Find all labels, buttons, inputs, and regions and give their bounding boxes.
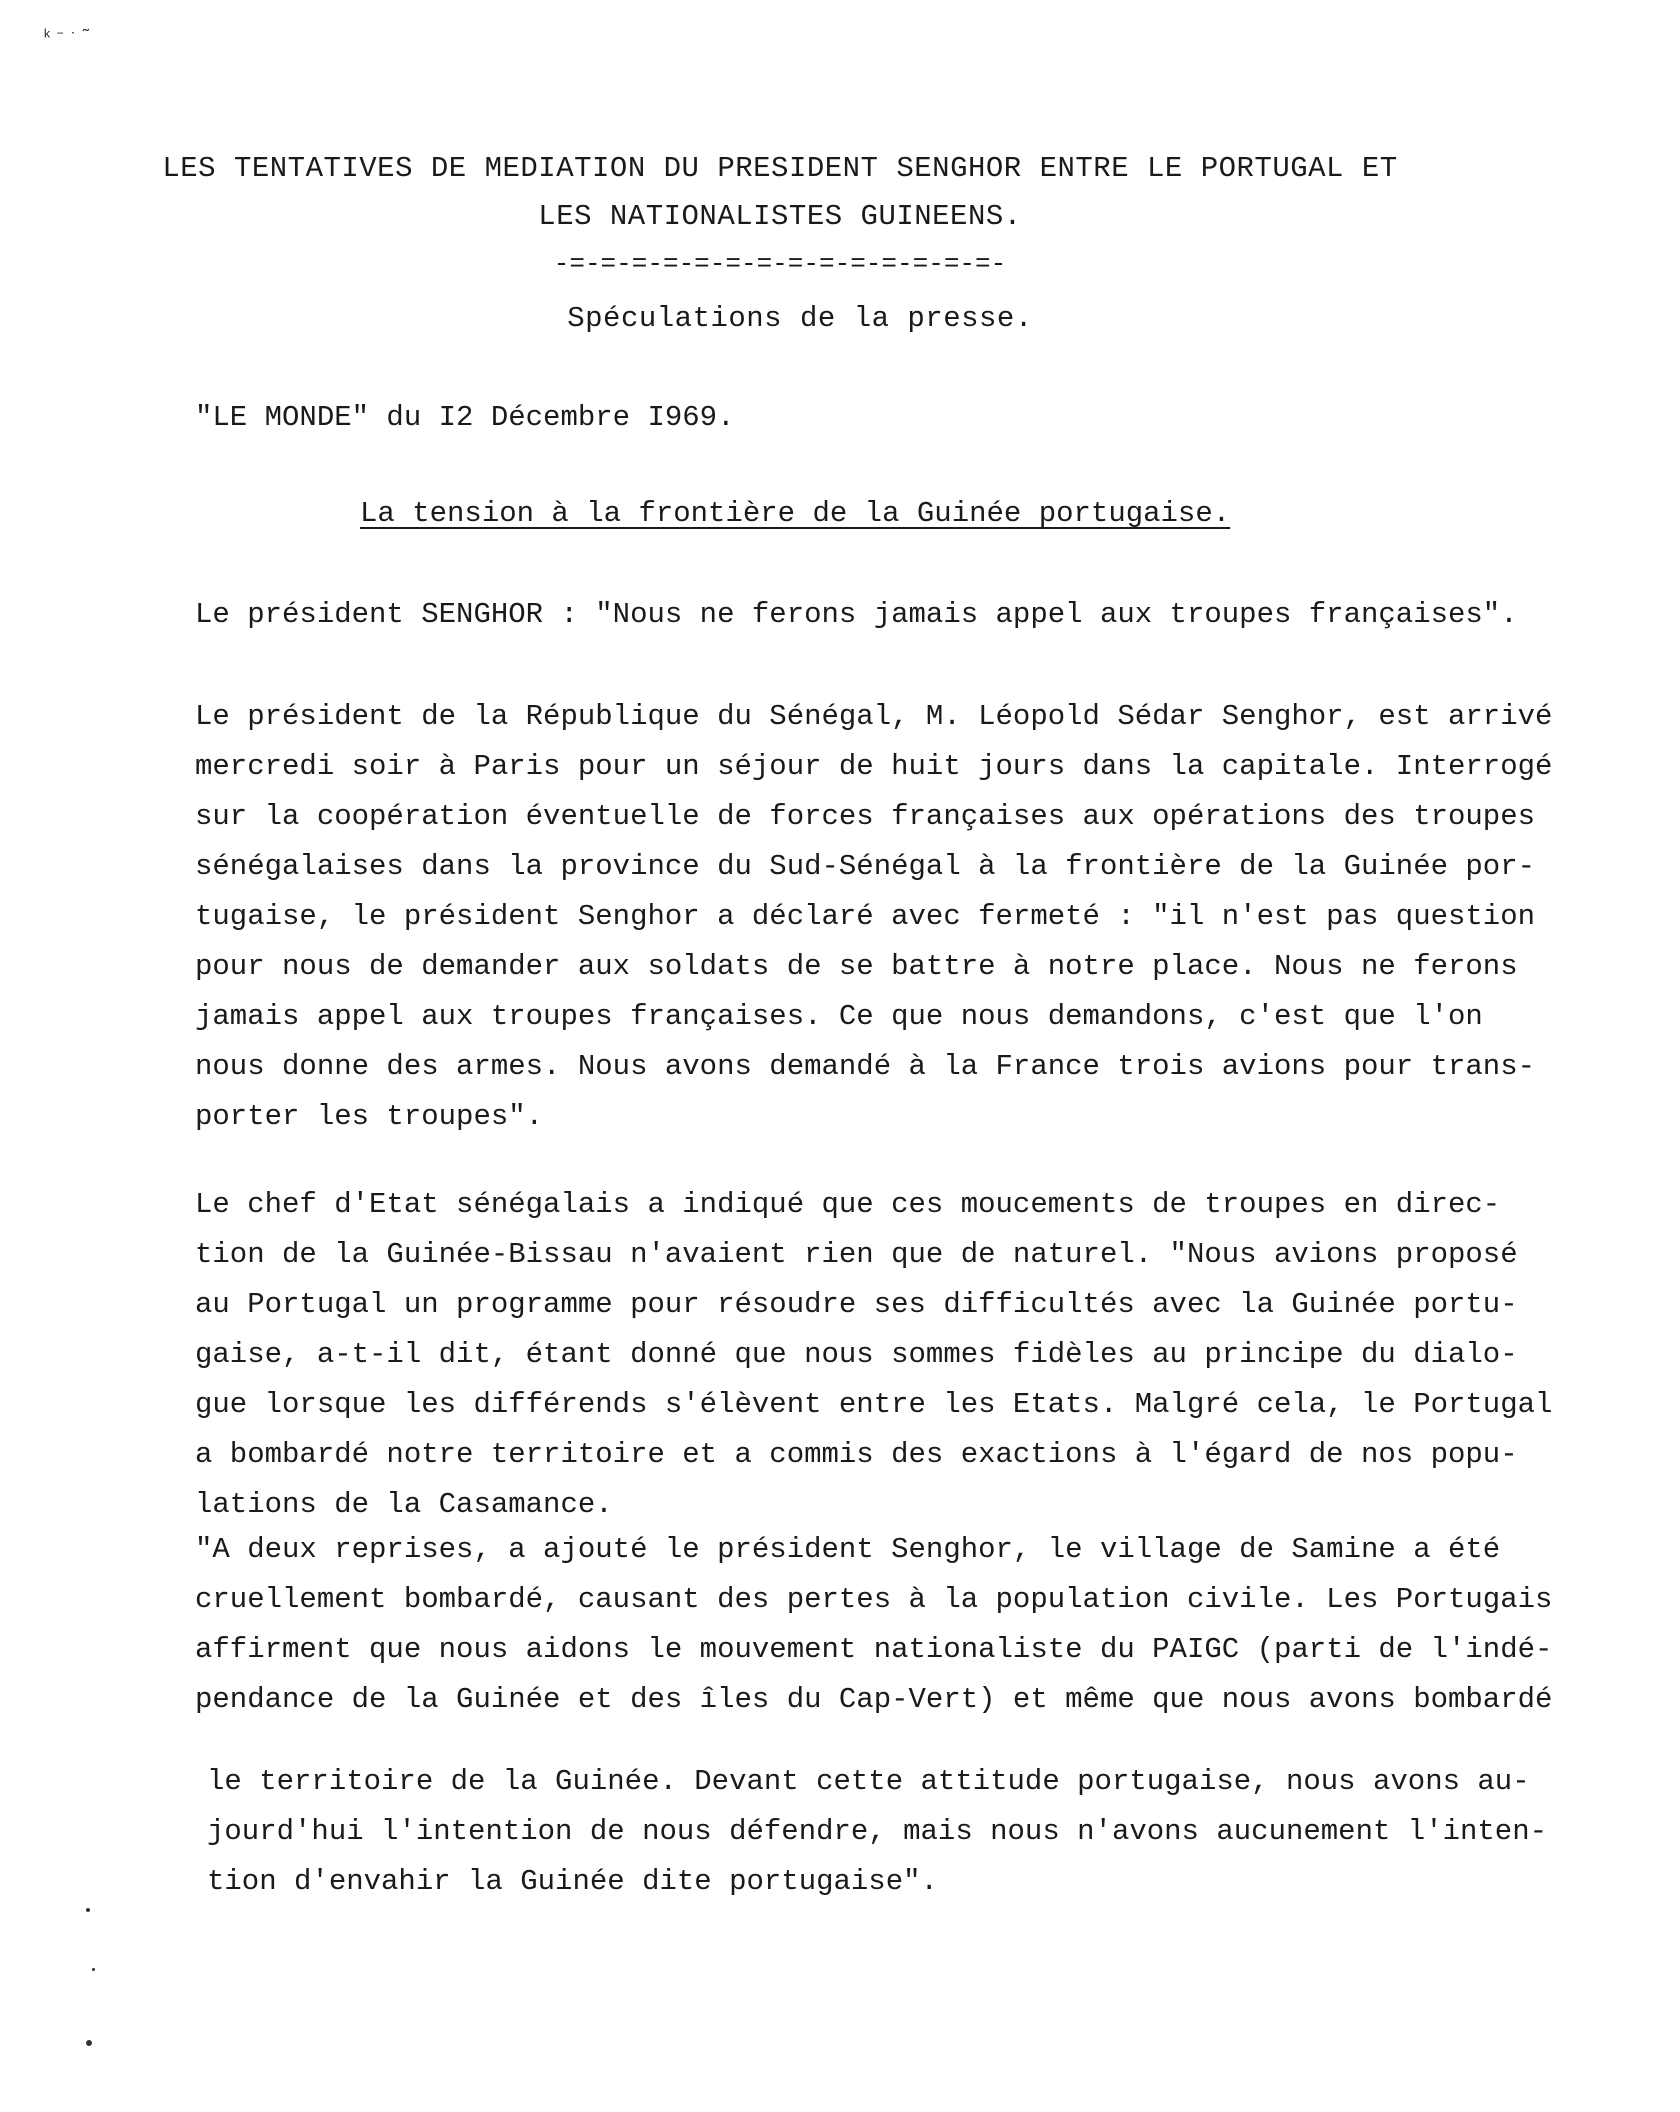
- text-line: sénégalaises dans la province du Sud-Sénégal à la frontière de la Guinée por-: [195, 850, 1536, 883]
- scan-speck: [86, 2040, 92, 2046]
- article-heading: La tension à la frontière de la Guinée portugaise.: [360, 497, 1231, 530]
- text-line: tion d'envahir la Guinée dite portugaise".: [207, 1865, 938, 1898]
- text-line: Le président de la République du Sénégal, M. Léopold Sédar Senghor, est arrivé: [195, 700, 1553, 733]
- paragraph-2: [195, 1180, 1665, 1530]
- corner-scribble: ᵏ⁻ˑ˜: [42, 28, 94, 48]
- text-line: jourd'hui l'intention de nous défendre, mais nous n'avons aucunement l'inten-: [207, 1815, 1548, 1848]
- scan-speck: [86, 1908, 90, 1912]
- scan-speck: [92, 1968, 95, 1971]
- text-line: tion de la Guinée-Bissau n'avaient rien que de naturel. "Nous avions proposé: [195, 1238, 1518, 1271]
- title-divider: -=-=-=-=-=-=-=-=-=-=-=-=-=-=-: [553, 249, 1007, 279]
- text-line: Le chef d'Etat sénégalais a indiqué que ces moucements de troupes en direc-: [195, 1188, 1501, 1221]
- source-line: "LE MONDE" du I2 Décembre I969.: [195, 401, 735, 434]
- text-line: le territoire de la Guinée. Devant cette attitude portugaise, nous avons au-: [207, 1765, 1530, 1798]
- text-line: affirment que nous aidons le mouvement nationaliste du PAIGC (parti de l'indé-: [195, 1633, 1553, 1666]
- text-line: pendance de la Guinée et des îles du Cap-Vert) et même que nous avons bombardé: [195, 1683, 1553, 1716]
- text-line: nous donne des armes. Nous avons demandé à la France trois avions pour trans-: [195, 1050, 1536, 1083]
- text-line: cruellement bombardé, causant des pertes à la population civile. Les Portugais: [195, 1583, 1553, 1616]
- text-line: gaise, a-t-il dit, étant donné que nous sommes fidèles au principe du dialo-: [195, 1338, 1518, 1371]
- title-line-2: LES NATIONALISTES GUINEENS.: [538, 200, 1022, 233]
- title-line-1: LES TENTATIVES DE MEDIATION DU PRESIDENT SENGHOR ENTRE LE PORTUGAL ET: [162, 152, 1398, 185]
- text-line: mercredi soir à Paris pour un séjour de huit jours dans la capitale. Interrogé: [195, 750, 1553, 783]
- paragraph-3: [195, 1525, 1665, 1725]
- subtitle: Spéculations de la presse.: [567, 302, 1033, 335]
- text-line: pour nous de demander aux soldats de se battre à notre place. Nous ne ferons: [195, 950, 1518, 983]
- text-line: a bombardé notre territoire et a commis des exactions à l'égard de nos popu-: [195, 1438, 1518, 1471]
- text-line: au Portugal un programme pour résoudre ses difficultés avec la Guinée portu-: [195, 1288, 1518, 1321]
- paragraph-1: [195, 692, 1665, 1142]
- text-line: porter les troupes".: [195, 1100, 544, 1133]
- text-line: tugaise, le président Senghor a déclaré avec fermeté : "il n'est pas question: [195, 900, 1536, 933]
- text-line: lations de la Casamance.: [195, 1488, 613, 1521]
- text-line: "A deux reprises, a ajouté le président Senghor, le village de Samine a été: [195, 1533, 1501, 1566]
- text-line: sur la coopération éventuelle de forces françaises aux opérations des troupes: [195, 800, 1536, 833]
- paragraph-4: [207, 1757, 1677, 1907]
- text-line: jamais appel aux troupes françaises. Ce que nous demandons, c'est que l'on: [195, 1000, 1483, 1033]
- text-line: gue lorsque les différends s'élèvent entre les Etats. Malgré cela, le Portugal: [195, 1388, 1553, 1421]
- lead-quote: Le président SENGHOR : "Nous ne ferons jamais appel aux troupes françaises".: [195, 598, 1518, 631]
